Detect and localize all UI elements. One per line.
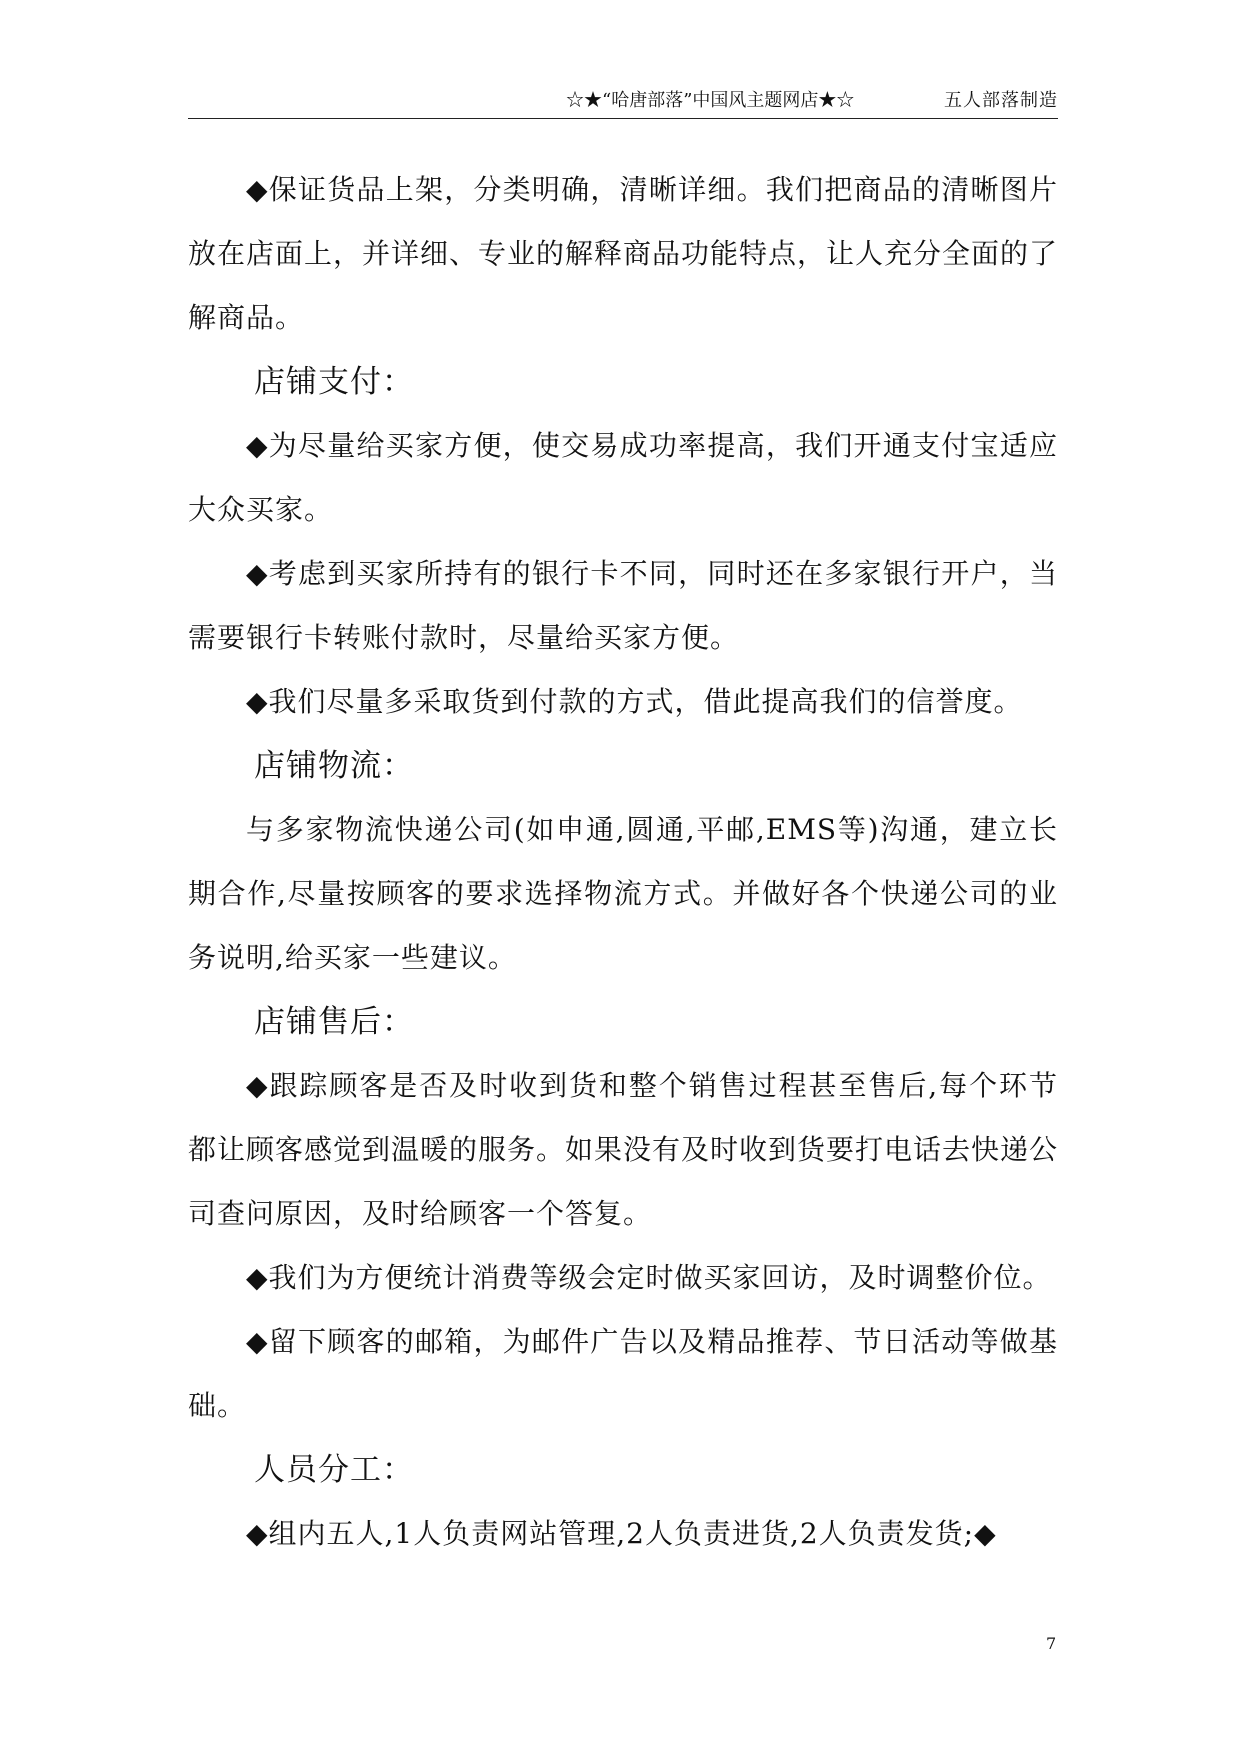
header-maker: 五人部落制造: [944, 90, 1058, 111]
section-heading-staff: 人员分工：: [254, 1452, 414, 1488]
paragraph-logistics: 与多家物流快递公司(如申通,圆通,平邮,EMS等)沟通，建立长期合作,尽量按顾客的要求选择物流方式。并做好各个快递公司的业务说明,给买家一些建议。: [188, 813, 1058, 974]
paragraph-payment-bank: ◆考虑到买家所持有的银行卡不同，同时还在多家银行开户，当需要银行卡转账付款时，尽量给买家方便。: [188, 557, 1058, 654]
header-rule: [188, 118, 1058, 119]
paragraph-goods-listing: ◆保证货品上架，分类明确，清晰详细。我们把商品的清晰图片放在店面上，并详细、专业的解释商品功能特点，让人充分全面的了解商品。: [188, 173, 1059, 334]
paragraph-staff: ◆组内五人,1人负责网站管理,2人负责进货,2人负责发货;◆: [246, 1517, 997, 1550]
section-heading-after-sales: 店铺售后：: [254, 1004, 414, 1040]
paragraph-after-sales-email: ◆留下顾客的邮箱，为邮件广告以及精品推荐、节日活动等做基础。: [188, 1325, 1058, 1422]
body-text: [188, 158, 1058, 1566]
paragraph-after-sales-tracking: ◆跟踪顾客是否及时收到货和整个销售过程甚至售后,每个环节都让顾客感觉到温暖的服务。如果没有及时收到货要打电话去快递公司查问原因，及时给顾客一个答复。: [188, 1069, 1059, 1230]
paragraph-payment-alipay: ◆为尽量给买家方便，使交易成功率提高，我们开通支付宝适应大众买家。: [188, 429, 1058, 526]
page-header: [188, 86, 1058, 114]
section-heading-payment: 店铺支付：: [254, 364, 414, 400]
header-title: ☆★“哈唐部落”中国风主题网店★☆: [566, 90, 855, 111]
section-heading-logistics: 店铺物流：: [254, 748, 414, 784]
paragraph-payment-cod: ◆我们尽量多采取货到付款的方式，借此提高我们的信誉度。: [246, 685, 1023, 718]
paragraph-after-sales-visits: ◆我们为方便统计消费等级会定时做买家回访，及时调整价位。: [246, 1261, 1052, 1294]
page-number: 7: [1046, 1634, 1057, 1653]
